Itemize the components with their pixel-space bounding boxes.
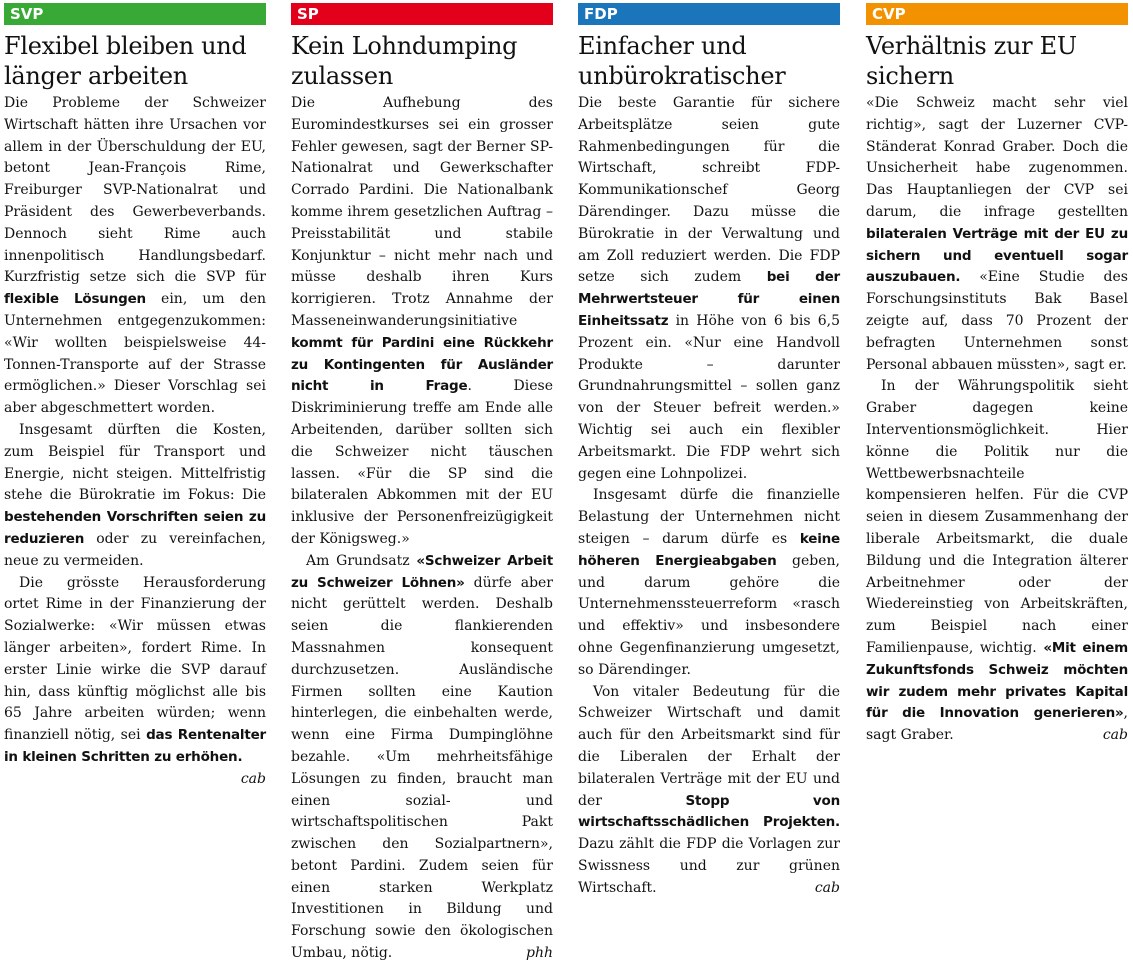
article-body-svp (4, 93, 266, 787)
text-run: Die grösste Herausforderung ortet Rime in der Finanzierung der Sozialwerke: «Wir müssen etwas länger arbeiten», fordert Rime. In erster Linie wirke die SVP darauf hin, dass künftig möglichst alle bis 65 Jahre arbeiten würden; wenn finanziell nötig, sei (4, 574, 266, 744)
text-run: dürfe aber nicht gerüttelt werden. Deshalb seien die flankierenden Massnahmen konsequent durchzusetzen. Ausländische Firmen sollten eine Kaution hinterlegen, die einbehalten werde, wenn eine Firma Dumpinglöhne bezahle. «Um mehrheitsfähige Lösungen zu finden, braucht man einen sozial- und wirtschaftspolitischen Pakt zwischen den Sozialpartnern», betont Pardini. Zudem seien für einen starken Werkplatz Investitionen in Bildung und Forschung sowie den ökologischen Umbau, nötig. (291, 574, 554, 962)
text-run: Insgesamt dürften die Kosten, zum Beispiel für Transport und Energie, nicht steigen. Mittelfristig stehe die Bürokratie im Fokus: Die (4, 421, 266, 504)
article-paragraph (578, 485, 840, 681)
article-paragraph (4, 93, 266, 420)
article-paragraph (578, 93, 840, 485)
article-body-fdp (578, 93, 840, 899)
bold-highlight: keine höheren Energieabgaben (578, 530, 840, 569)
bold-highlight: flexible Lösungen (4, 291, 146, 308)
text-run: Am Grundsatz (306, 552, 417, 569)
text-run: . Diese Diskriminierung treffe am Ende alle Arbeitenden, darüber sollten sich die Schweizer nicht täuschen lassen. «Für die SP sind die bilateralen Abkommen mit der EU inklusive der Personenfreizügigkeit der Königsweg.» (291, 378, 554, 547)
party-tag-svp: SVP (4, 3, 266, 25)
text-run: Die beste Garantie für sichere Arbeitsplätze seien gute Rahmenbedingungen für die Wirtschaft, schreibt FDP-Kommunikationschef Georg Därendinger. Dazu müsse die Bürokratie in der Verwaltung und am Zoll reduziert werden. Die FDP setze sich zudem (578, 95, 840, 286)
article-paragraph (578, 682, 840, 900)
article-body-sp (291, 93, 553, 965)
article-paragraph (866, 93, 1128, 376)
bold-highlight: Stopp von wirtschaftsschädlichen Projekten. (578, 792, 840, 831)
headline-cvp: Verhältnis zur EU sichern (866, 32, 1077, 90)
article-paragraph (4, 573, 266, 787)
column-svp (4, 3, 266, 791)
column-fdp (578, 3, 840, 899)
bold-highlight: das Rentenalter in kleinen Schritten zu erhöhen. (4, 727, 266, 765)
headline-sp: Kein Lohndumping zulassen (291, 32, 518, 90)
text-run: In der Währungspolitik sieht Graber dagegen keine Interventionsmöglichkeit. Hier könne die Politik nur die Wettbewerbsnachteile kompensieren helfen. Für die CVP seien in diesem Zusammenhang der liberale Arbeitsmarkt, die duale Bildung und die Integration älterer Arbeitnehmer oder der Wiedereinstieg von Arbeitskräften, zum Beispiel nach einer Familienpause, wichtig. (866, 378, 1128, 656)
article-paragraph (4, 420, 266, 573)
column-sp (291, 3, 553, 965)
text-run: ein, um den Unternehmen entgegenzukommen: «Wir wollten beispielsweise 44-Tonnen-Transporte auf der Strasse ermöglichen.» Dieser Vorschlag sei aber abgeschmettert worden. (4, 291, 266, 417)
party-tag-cvp: CVP (866, 3, 1128, 25)
text-run: Dazu zählt die FDP die Vorlagen zur Swissness und zur grünen Wirtschaft. (578, 836, 840, 896)
bold-highlight: bilateralen Verträge mit der EU zu sichern und eventuell sogar auszubauen. (866, 225, 1128, 286)
article-paragraph (291, 93, 553, 551)
text-run: in Höhe von 6 bis 6,5 Prozent ein. «Nur eine Handvoll Produkte – darunter Grundnahrungsmittel – sollen ganz von der Steuer befreit werden.» Wichtig sei auch ein flexibler Arbeitsmarkt. Die FDP wehrt sich gegen eine Lohnpolizei. (578, 312, 840, 482)
column-cvp (866, 3, 1128, 747)
text-run: «Die Schweiz macht sehr viel richtig», sagt der Luzerner CVP-Ständerat Konrad Graber. Doch die Unsicherheit habe zugenommen. Das Hauptanliegen der CVP sei darum, die infrage gestellten (866, 95, 1128, 220)
bold-highlight: «Schweizer Arbeit zu Schweizer Löhnen» (291, 552, 553, 591)
author-signature: cab (1102, 727, 1128, 744)
author-signature: phh (526, 945, 553, 962)
article-paragraph (866, 376, 1128, 747)
author-signature: cab (240, 770, 266, 787)
author-signature: cab (814, 879, 840, 896)
text-run: Insgesamt dürfe die finanzielle Belastung der Unternehmen nicht steigen – darum dürfe es (578, 487, 840, 547)
bold-highlight: bestehenden Vorschriften seien zu reduzieren (4, 509, 266, 547)
text-run: geben, und darum gehöre die Unternehmenssteuerreform «rasch und effektiv» und insbesondere ohne Gegenfinanzierung umgesetzt, so Därendinger. (578, 552, 840, 678)
text-run: oder zu vereinfachen, neue zu vermeiden. (4, 530, 266, 569)
headline-svp: Flexibel bleiben und länger arbeiten (4, 32, 247, 90)
text-run: Die Aufhebung des Euromindestkurses sei ein grosser Fehler gewesen, sagt der Berner SP-Nationalrat und Gewerkschafter Corrado Pardini. Die Nationalbank komme ihrem gesetzlichen Auftrag – Preisstabilität und stabile Konjunktur – nicht mehr nach und müsse deshalb ihren Kurs korrigieren. Trotz Annahme der Masseneinwanderungsinitiative (291, 95, 553, 329)
text-run: Die Probleme der Schweizer Wirtschaft hätten ihre Ursachen vor allem in der Überschuldung der EU, betont Jean-François Rime, Freiburger SVP-Nationalrat und Präsident des Gewerbeverbands. Dennoch sieht Rime auch innenpolitisch Handlungsbedarf. Kurzfristig setze sich die SVP für (4, 95, 266, 286)
party-tag-sp: SP (291, 3, 553, 25)
text-run: , sagt Graber. (866, 705, 1128, 744)
party-tag-fdp: FDP (578, 3, 840, 25)
bold-highlight: «Mit einem Zukunftsfonds Schweiz möchten wir zudem mehr privates Kapital für die Innovation generieren» (866, 639, 1128, 722)
text-run: Von vitaler Bedeutung für die Schweizer Wirtschaft und damit auch für den Arbeitsmarkt sind für die Liberalen der Erhalt der bilateralen Verträge mit der EU und der (578, 683, 840, 809)
text-run: «Eine Studie des Forschungsinstituts Bak Basel zeigte auf, dass 70 Prozent der befragten Unternehmen sonst Personal abbauen müssten», sagt er. (866, 269, 1128, 373)
bold-highlight: kommt für Pardini eine Rückkehr zu Kontingenten für Ausländer nicht in Frage (291, 334, 553, 395)
article-body-cvp (866, 93, 1128, 747)
bold-highlight: bei der Mehrwertsteuer für einen Einheitssatz (578, 269, 840, 329)
article-paragraph (291, 551, 553, 965)
headline-fdp: Einfacher und unbürokratischer (578, 32, 786, 90)
